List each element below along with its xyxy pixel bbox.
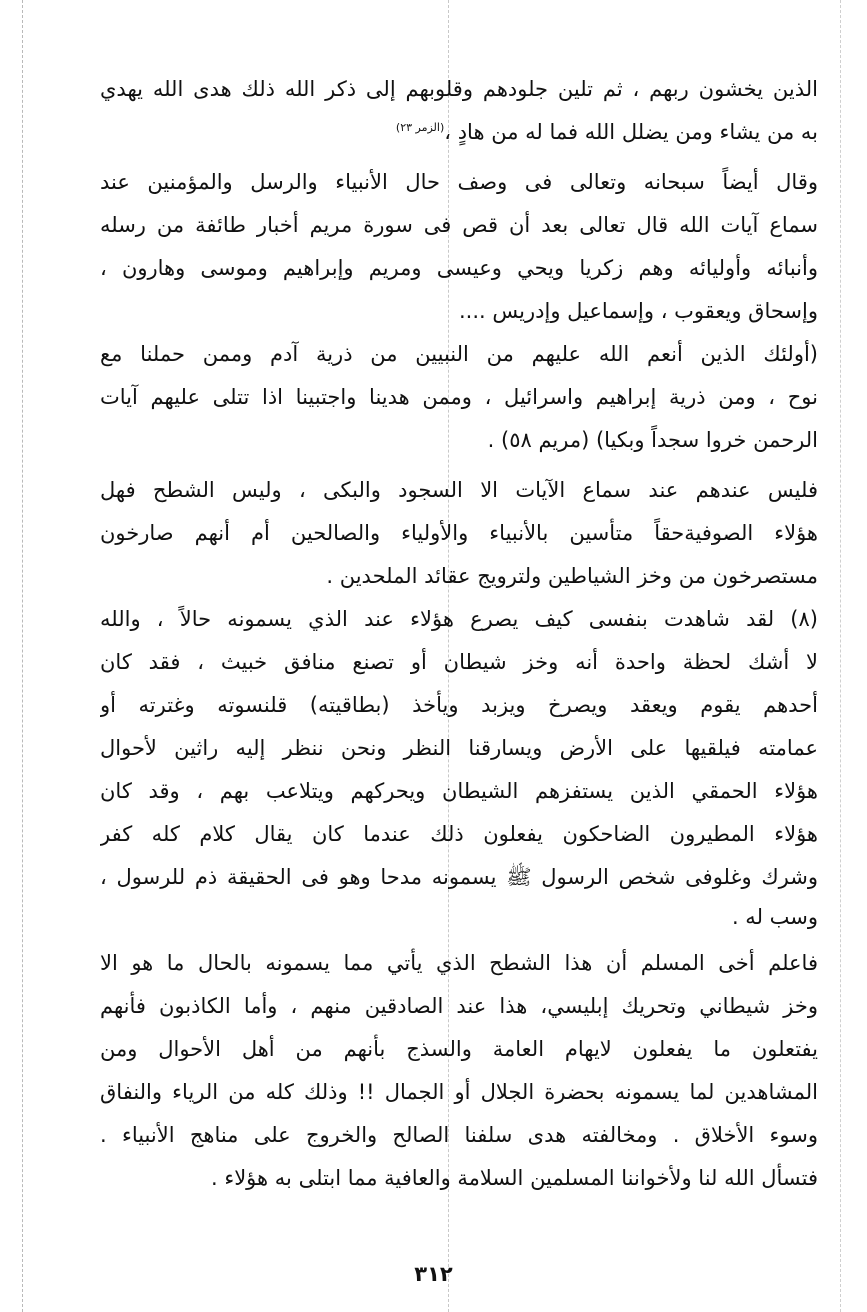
verse-reference: (الزمر ٢٣) — [395, 121, 445, 134]
paragraph-quran-verse-end — [100, 68, 818, 154]
text-line: وسوء الأخلاق . ومخالفته هدى سلفنا الصالح والخروج على مناهج الأنبياء . — [100, 1123, 818, 1147]
text-line: هؤلاء المطيرون الضاحكون يفعلون ذلك عندما كان يقال كلام كله كفر — [100, 822, 818, 846]
paragraph-observation-8 — [100, 598, 818, 935]
text-line: وشرك وغلوفى شخص الرسول ﷺ يسمونه مدحا وهو فى الحقيقة ذم للرسول ، — [100, 865, 818, 889]
text-line: مستصرخون من وخز الشياطين ولترويج عقائد الملحدين . — [326, 564, 818, 588]
text-line: هؤلاء الصوفيةحقاً متأسين بالأنبياء والأولياء والصالحين أم أنهم صارخون — [100, 521, 818, 545]
text-line: المشاهدين لما يسمونه بحضرة الجلال أو الجمال !! وذلك كله من الرياء والنفاق — [100, 1080, 818, 1104]
scan-fold-line-right — [840, 0, 841, 1312]
text-line: فتسأل الله لنا ولأخواننا المسلمين السلامة والعافية مما ابتلى به هؤلاء . — [210, 1166, 818, 1190]
paragraph-maryam-verse — [100, 333, 818, 462]
text-line: فاعلم أخى المسلم أن هذا الشطح الذي يأتي مما يسمونه بالحال ما هو الا — [100, 951, 818, 975]
text-line: الرحمن خروا سجداً وبكيا) (مريم ٥٨) . — [487, 428, 818, 452]
paragraph-conclusion — [100, 942, 818, 1200]
text-line: عمامته فيلقيها على الأرض ويسارقنا النظر ونحن ننظر إليه راثين لأحوال — [100, 736, 818, 760]
text-line: وأنبائه وأوليائه وهم زكريا ويحي وعيسى ومريم وإبراهيم وموسى وهارون ، — [100, 256, 818, 280]
text-line: وقال أيضاً سبحانه وتعالى فى وصف حال الأنبياء والرسل والمؤمنين عند — [100, 170, 818, 194]
text-line: وخز شيطاني وتحريك إبليسي، هذا عند الصادقين منهم ، وأما الكاذبون فأنهم — [100, 994, 818, 1018]
paragraph-prophets-description — [100, 161, 818, 333]
body-text — [100, 68, 818, 1200]
text-line: نوح ، ومن ذرية إبراهيم واسرائيل ، وممن هدينا واجتبينا اذا تتلى عليهم آيات — [100, 385, 818, 409]
text-line: هؤلاء الحمقي الذين يستفزهم الشيطان ويحركهم ويتلاعب بهم ، وقد كان — [100, 779, 818, 803]
text-line: سماع آيات الله قال تعالى بعد أن قص فى سورة مريم أخبار طائفة من رسله — [100, 213, 818, 237]
text-line: الذين يخشون ربهم ، ثم تلين جلودهم وقلوبهم إلى ذكر الله ذلك هدى الله يهدي — [100, 77, 818, 101]
text-line: (٨) لقد شاهدت بنفسى كيف يصرع هؤلاء عند الذي يسمونه حالاً ، والله — [100, 607, 818, 631]
page-number: ٣١٢ — [414, 1262, 453, 1286]
text-line: فليس عندهم عند سماع الآيات الا السجود والبكى ، وليس الشطح فهل — [100, 478, 818, 502]
text-line: لا أشك لحظة واحدة أنه وخز شيطان أو تصنع منافق خبيث ، فقد كان — [100, 650, 818, 674]
text-line: (أولئك الذين أنعم الله عليهم من النبيين من ذرية آدم وممن حملنا مع — [100, 342, 818, 366]
text-line: وسب له . — [731, 905, 818, 929]
scan-fold-line-left — [22, 0, 23, 1312]
text-line — [100, 111, 818, 154]
text-line-content: به من يشاء ومن يضلل الله فما له من هادٍ ، — [444, 120, 818, 144]
text-line: وإسحاق ويعقوب ، وإسماعيل وإدريس .... — [459, 299, 818, 323]
text-line: أحدهم يقوم ويعقد ويصرخ ويزبد ويأخذ (بطاقيته) قلنسوته وغترته أو — [100, 693, 818, 717]
text-line: يفتعلون ما يفعلون لايهام العامة والسذج بأنهم من أهل الأحوال ومن — [100, 1037, 818, 1061]
paragraph-sufi-question — [100, 469, 818, 598]
